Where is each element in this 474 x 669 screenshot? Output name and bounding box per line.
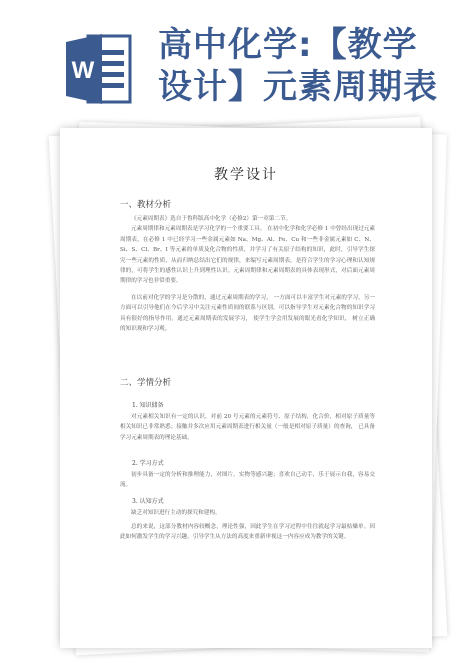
paragraph: 缺乏对知识进行主动的探究和建构。 [131, 510, 221, 516]
item-text [120, 470, 375, 491]
item-label: 2. 学习方式 [132, 460, 164, 467]
section-heading-2: 二、学情分析 [120, 378, 172, 388]
paragraph: 《元素周期表》选自于鲁科版高中化学（必修2）第一章第二节。 [131, 216, 292, 222]
document-page [60, 128, 432, 648]
item-label: 3. 认知方式 [132, 498, 164, 505]
paragraph: 初步具备一定的分析和推理能力，对图片，实物等感兴趣；喜欢自己动手，乐于展示自我，容易交流。 [120, 472, 375, 489]
page-title [158, 24, 458, 108]
item-label: 1. 知识储备 [132, 402, 164, 409]
section-heading-1: 一、教材分析 [120, 200, 172, 210]
closing-paragraph [120, 522, 375, 543]
title-line-2: 设计】元素周期表 [158, 67, 438, 107]
section1-body [120, 214, 375, 334]
word-icon [66, 30, 134, 108]
document-title: 教学设计 [214, 167, 278, 183]
item-text [120, 508, 375, 518]
title-line-1: 高中化学:【教学 [158, 25, 418, 65]
paragraph: 对元素相关知识有一定的认识，对前 20 号元素的元素符号、原子结构，化合价，相对原子质量等相关知识已非常熟悉；接触并多次应用元素周期表进行相关量（一般是相对原子质量）的查询， 已具备学习元素周期表的理论基础。 [120, 414, 375, 441]
item-text [120, 412, 375, 443]
paragraph: 总的来说，这部分教材内容较概念，理论性强，因此学生在学习过程中往往就起学习最枯燥单。因此如何激发学生的学习兴趣，引导学生从方法的高度来重新审视这一内容应成为教学的关键。 [120, 524, 375, 541]
paragraph: 在以前对化学的学习是分散的，通过元素周期表的学习， 一方面可以丰富学生对元素的学习，另一方面可以引导他们在今后学习中关注元素性质间的联系与区别，可以指导学生对元素化合物的知识学习具有很好的指导作用，通过元素周期表的发展学习， 使学生学会用发展的眼光看化学知识， 树立正确的知识观和学习观。 [120, 294, 375, 333]
svg-text:W: W [71, 57, 95, 84]
paragraph: 元素周期律和元素周期表是学习化学的一个重要工具。 在初中化学和化学必修 1 中曾经出现过元素周期表，在必修 1 中已经学习一些金属元素如 Na、Mg、Al、Fe、Cu 和一些非金属元素如 C、N、Si、S、Cl、Br、I 等元素的单质及化合物的性质，并学习了有关原子结构的知识，此时，引导学生探究一些元素的性质，从而归纳总结出它们的规律，来编写元素周期表，是符合学生的学习心理和认知规律的，可将学生的感性认识上升到理性认识。元素周期律和元素周期表的具体表现形式，对后面元素周期律的学习也非常重要。 [120, 226, 375, 285]
